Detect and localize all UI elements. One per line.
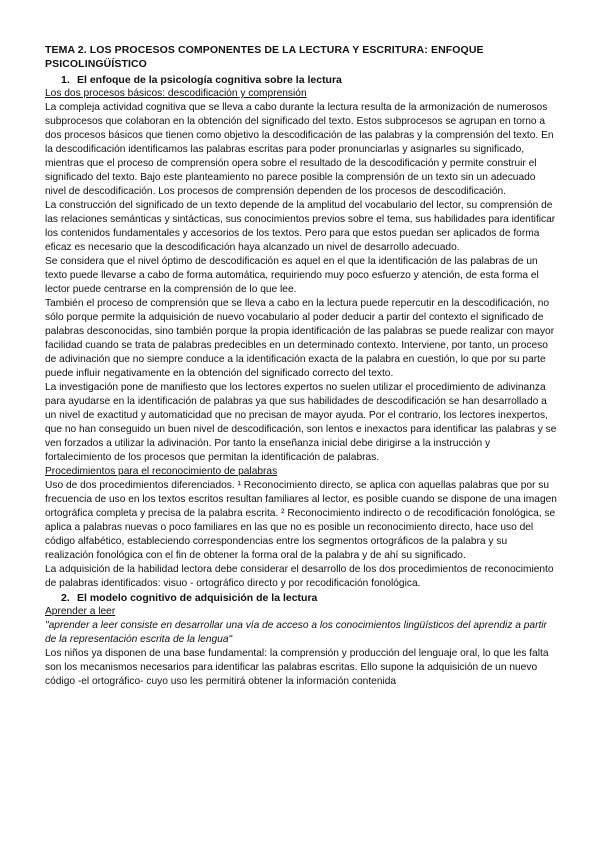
paragraph: La compleja actividad cognitiva que se lleva a cabo durante la lectura resulta de la armonización de numerosos subprocesos que colaboran en la obtención del significado del texto. Estos subprocesos se agrupan en torno a dos procesos básicos que tienen como objetivo la descodificación de las palabras y la comprensión del texto. En la descodificación identificamos las palabras escritas para poder pronunciarlas y asignarles su significado, mientras que el proceso de comprensión opera sobre el resultado de la descodificación y permite construir el significado del texto. Bajo este planteamiento no parece posible la comprensión de un texto sin un adecuado nivel de descodificación. Los procesos de comprensión dependen de los procesos de descodificación.: [45, 102, 554, 197]
paragraph: La construcción del significado de un texto depende de la amplitud del vocabulario del lector, su comprensión de las relaciones semánticas y sintácticas, sus conocimientos previos sobre el tema, sus habilidades para identificar los contenidos fundamentales y accesorios de los textos. Pero para que estos puedan ser aplicados de forma eficaz es necesario que la descodificación haya alcanzado un nivel de desarrollo adecuado.: [45, 200, 556, 253]
section-heading-1-text: El enfoque de la psicología cognitiva sobre la lectura: [77, 74, 342, 86]
paragraph: Uso de dos procedimientos diferenciados. ¹ Reconocimiento directo, se aplica con aquellas palabras que por su frecuencia de uso en los textos escritos resultan familiares al lector, es posible cuando se dispone de una imagen ortográfica completa y precisa de la palabra escrita. ² Reconocimiento indirecto o de recodificación fonológica, se aplica a palabras nuevas o poco familiares en las que no es posible un reconocimiento directo, hace uso del código alfabético, estableciendo correspondencias entre los segmentos ortográficos de la palabra y su realización fonológica con el fin de obtener la forma oral de la palabra y de ahí su significado.: [45, 480, 557, 561]
subheading-procesos-basicos: Los dos procesos básicos: descodificación y comprensión: [45, 88, 307, 99]
document-title: TEMA 2. LOS PROCESOS COMPONENTES DE LA LECTURA Y ESCRITURA: ENFOQUE PSICOLINGÜÍSTICO: [45, 44, 484, 70]
document-page: [45, 44, 557, 689]
paragraph: Los niños ya disponen de una base fundamental: la comprensión y producción del lenguaje oral, lo que les falta son los mecanismos necesarios para identificar las palabras escritas. Ello supone la adquisición de un nuevo código -el ortográfico- cuyo uso les permitirá obtener la información contenida: [45, 648, 549, 687]
paragraph: Se considera que el nivel óptimo de descodificación es aquel en el que la identificación de las palabras de un texto puede llevarse a cabo de forma automática, requiriendo muy poco esfuerzo y atención, de esta forma el lector puede centrarse en la comprensión de lo que lee.: [45, 256, 539, 295]
section-number-2: 2.: [61, 592, 70, 604]
section-number-1: 1.: [61, 74, 70, 86]
quote: "aprender a leer consiste en desarrollar una vía de acceso a los conocimientos lingüísticos del aprendiz a partir de la representación escrita de la lengua": [45, 620, 547, 645]
paragraph: La investigación pone de manifiesto que los lectores expertos no suelen utilizar el procedimiento de adivinanza para ayudarse en la identificación de palabras ya que sus habilidades de descodificación se han desarrollado a un nivel de exactitud y automaticidad que no precisan de mayor ayuda. Por el contrario, los lectores inexpertos, que no han conseguido un buen nivel de descodificación, son lentos e inexactos para identificar las palabras y se ven forzados a utilizar la adivinación. Por tanto la enseñanza inicial debe dirigirse a la instrucción y fortalecimiento de los procesos que permitan la identificación de palabras.: [45, 382, 557, 463]
subheading-reconocimiento-palabras: Procedimientos para el reconocimiento de palabras: [45, 466, 278, 477]
section-heading-1: [45, 73, 557, 87]
section-heading-2: [45, 591, 557, 605]
paragraph: También el proceso de comprensión que se lleva a cabo en la lectura puede repercutir en la descodificación, no sólo porque permite la adquisición de nuevo vocabulario al poder deducir a partir del contexto el significado de palabras desconocidas, sino también porque la propia identificación de las palabras se puede realizar con mayor facilidad cuando se trata de palabras predecibles en un determinado contexto. Interviene, por tanto, un proceso de adivinación que no siempre conduce a la identificación exacta de la palabra en cuestión, lo que por su parte puede influir negativamente en la obtención del significado correcto del texto.: [45, 298, 555, 379]
paragraph: La adquisición de la habilidad lectora debe considerar el desarrollo de los dos procedimientos de reconocimiento de palabras identificados: visuo - ortográfico directo y por recodificación fonológica.: [45, 564, 554, 589]
section-heading-2-text: El modelo cognitivo de adquisición de la lectura: [77, 592, 318, 604]
subheading-aprender-a-leer: Aprender a leer: [45, 606, 116, 617]
